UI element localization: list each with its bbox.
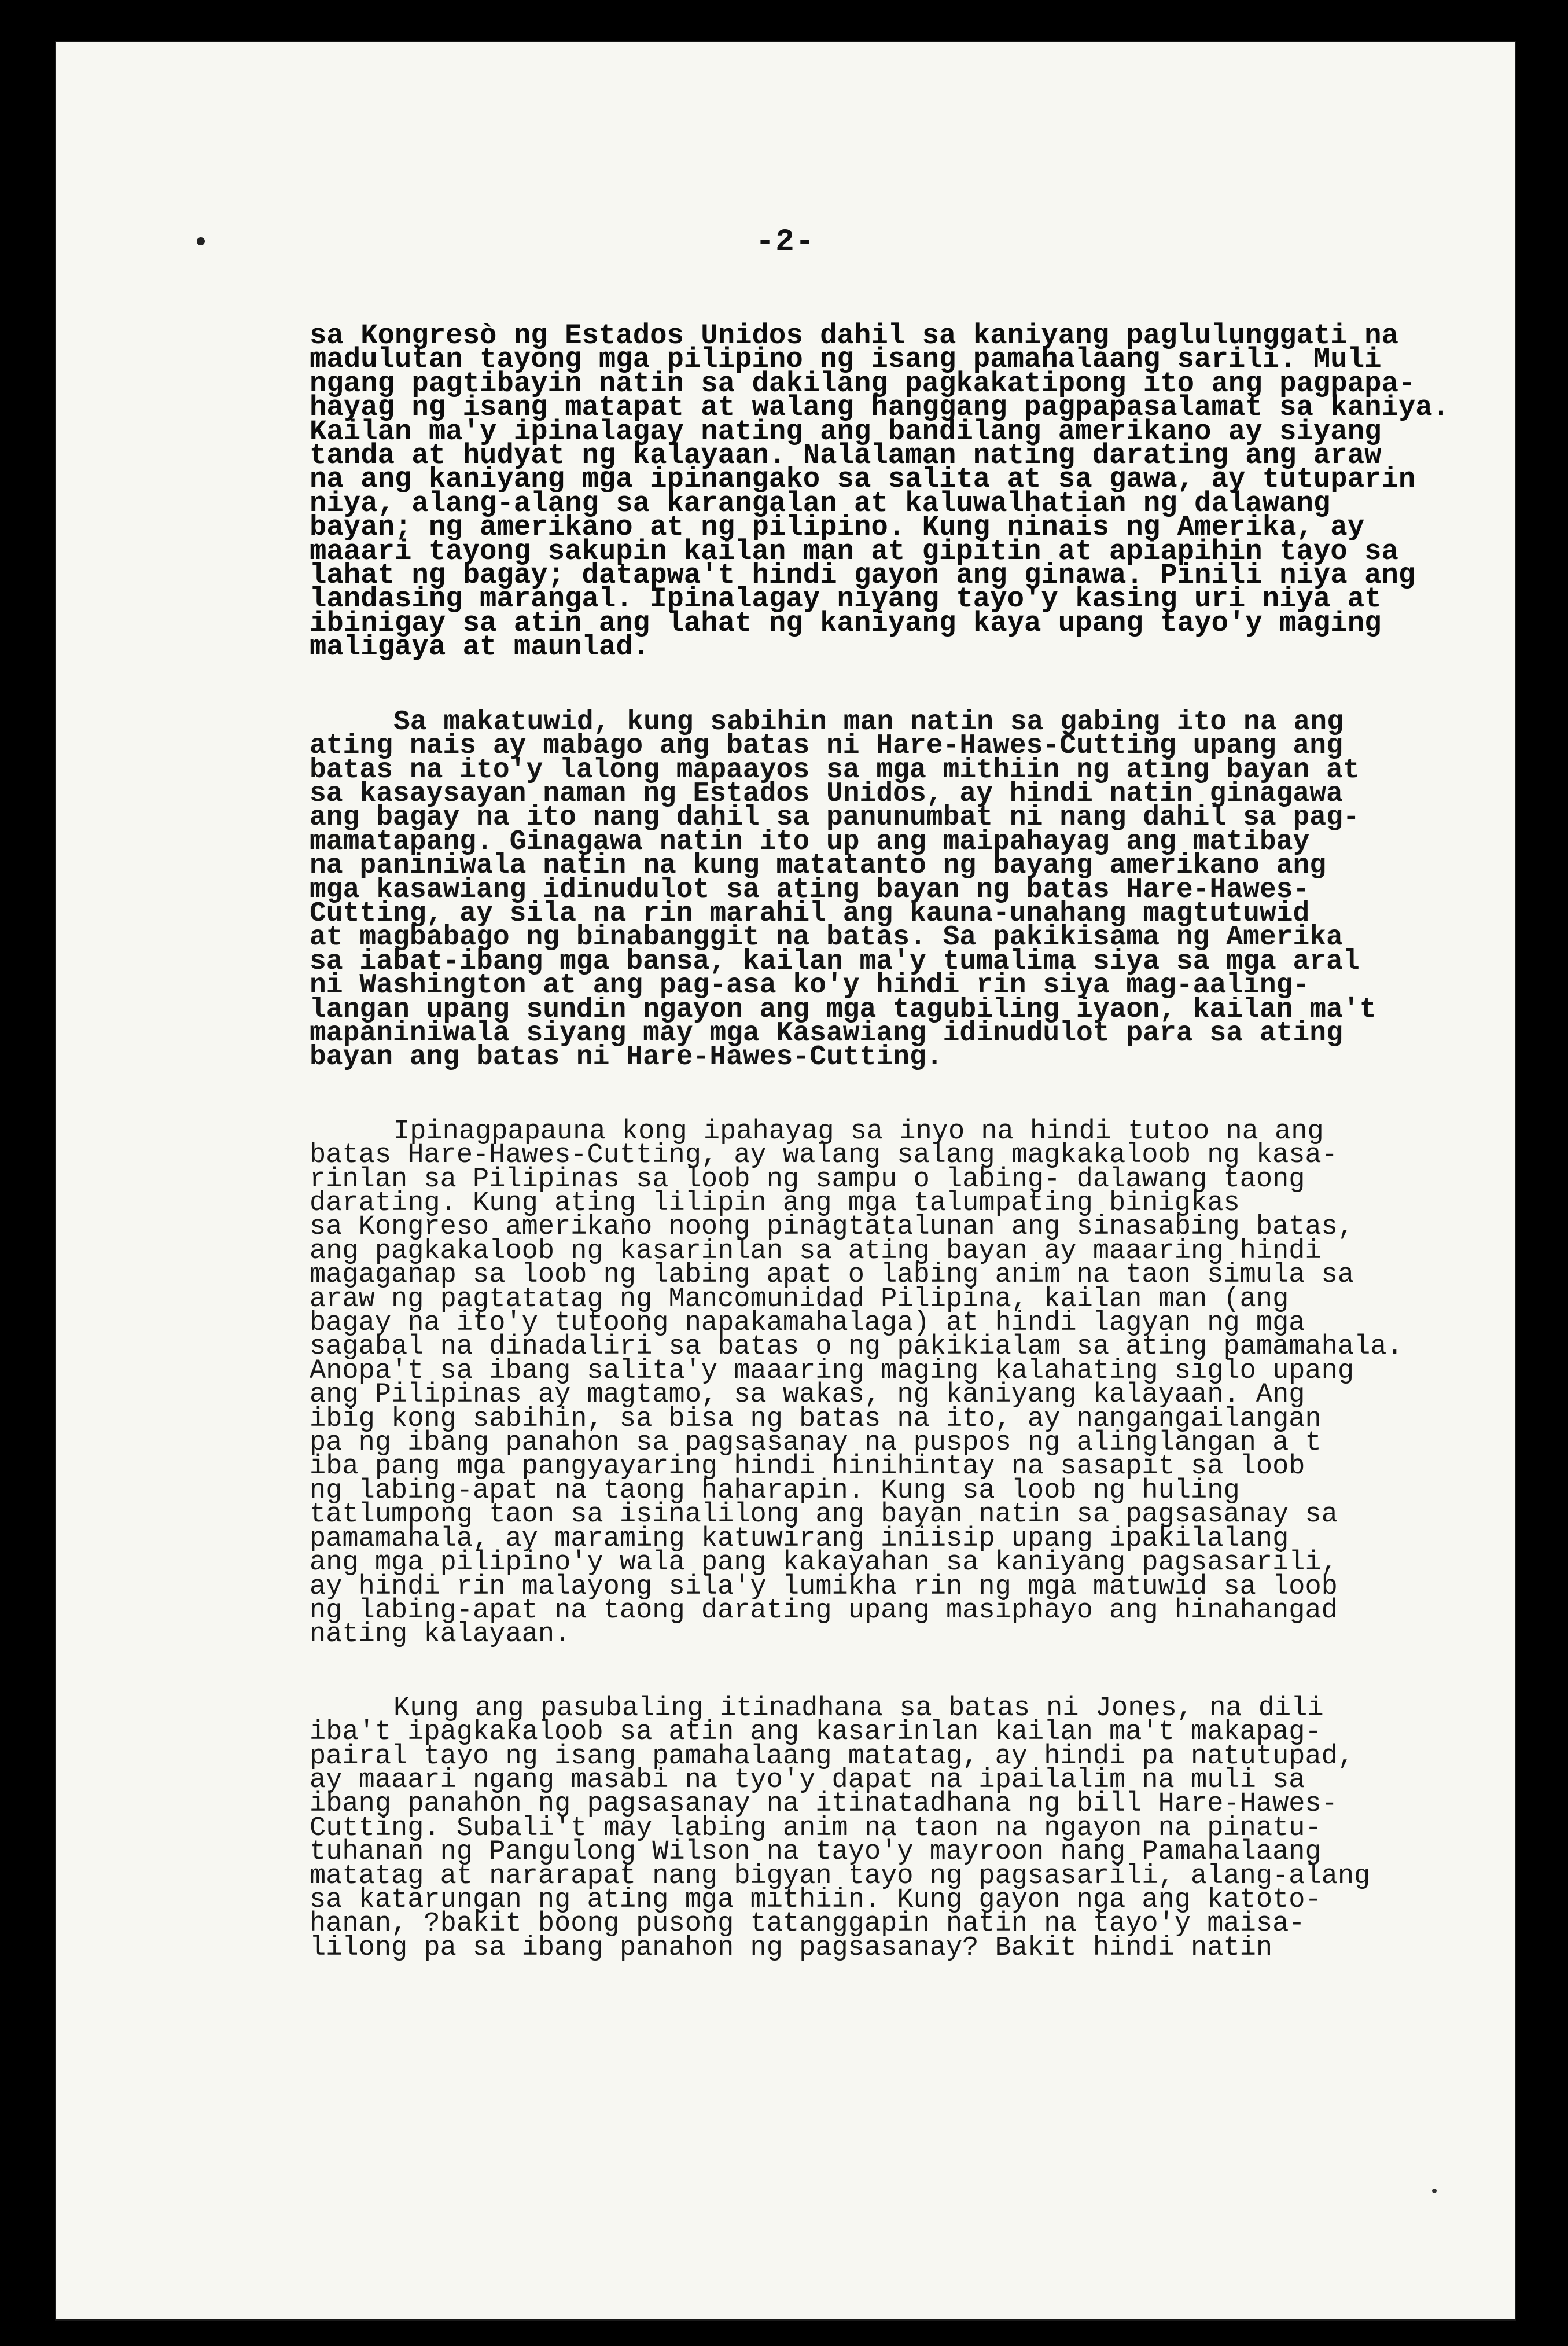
text-line: ni Washington at ang pag-asa ko'y hindi rin siya mag-aaling- <box>310 970 1310 1002</box>
text-line: bayan; ng amerikano at ng pilipino. Kung ninais ng Amerika, ay <box>310 511 1365 544</box>
text-line: Kailan ma'y ipinalagay nating ang bandilang amerikano ay siyang <box>310 415 1382 448</box>
text-line: iba't ipagkakaloob sa atin ang kasarinlan kailan ma't makapag- <box>310 1717 1322 1748</box>
typewritten-page <box>55 41 1516 2321</box>
text-line: mamatapang. Ginagawa natin ito up ang maipahayag ang matibay <box>310 826 1310 858</box>
text-line: ang pagkakaloob ng kasarinlan sa ating bayan ay maaaring hindi <box>310 1235 1322 1267</box>
text-line: landasing marangal. Ipinalagay niyang tayo'y kasing uri niya at <box>310 583 1382 616</box>
paragraph-2 <box>310 706 1536 1073</box>
document-body <box>310 319 1536 1963</box>
text-line: lilong pa sa ibang panahon ng pagsasanay? Bakit hindi natin <box>310 1932 1273 1963</box>
text-line: at magbabago ng binabanggit na batas. Sa pakikisama ng Amerika <box>310 922 1343 954</box>
text-line: sa katarungan ng ating mga mithiin. Kung gayon nga ang katoto- <box>310 1884 1322 1915</box>
text-line: sa iabat-ibang mga bansa, kailan ma'y tumalima siya sa mga aral <box>310 946 1360 977</box>
text-line: maaari tayong sakupin kailan man at gipitin at apiapihin tayo sa <box>310 535 1398 568</box>
text-line: ibang panahon ng pagsasanay na itinatadhana ng bill Hare-Hawes- <box>310 1789 1338 1820</box>
text-line: nating kalayaan. <box>310 1619 571 1650</box>
text-line: ating nais ay mabago ang batas ni Hare-Hawes-Cutting upang ang <box>310 730 1343 762</box>
text-line: hanan, ?bakit boong pusong tatanggapin natin na tayo'y maisa- <box>310 1909 1305 1940</box>
text-line: sagabal na dinadaliri sa batas o ng pakikialam sa ating pamamahala. <box>310 1332 1403 1363</box>
text-line: Cutting. Subali't may labing anim na taon na ngayon na pinatu- <box>310 1812 1322 1844</box>
paragraph-3 <box>310 1116 1536 1650</box>
text-line: magaganap sa loob ng labing apat o labing anim na taon simula sa <box>310 1260 1354 1291</box>
text-line: araw ng pagtatatag ng Mancomunidad Pilipina, kailan man (ang <box>310 1284 1289 1315</box>
text-line: sa Kongresò ng Estados Unidos dahil sa kaniyang paglulunggati na <box>310 319 1398 352</box>
text-line: Anopa't sa ibang salita'y maaaring maging kalahating siglo upang <box>310 1355 1354 1387</box>
text-line: niya, alang-alang sa karangalan at kaluwalhatian ng dalawang <box>310 487 1331 520</box>
text-line: bayan ang batas ni Hare-Hawes-Cutting. <box>310 1042 943 1073</box>
text-line: iba pang mga pangyayaring hindi hinihintay na sasapit sa loob <box>310 1451 1305 1483</box>
text-line: ang Pilipinas ay magtamo, sa wakas, ng kaniyang kalayaan. Ang <box>310 1380 1305 1411</box>
text-line: Sa makatuwid, kung sabihin man natin sa gabing ito na ang <box>393 706 1344 738</box>
text-line: sa kasaysayan naman ng Estados Unidos, ay hindi natin ginagawa <box>310 778 1343 810</box>
margin-dot <box>1432 2189 1437 2193</box>
text-line: langan upang sundin ngayon ang mga tagubiling iyaon, kailan ma't <box>310 994 1376 1025</box>
text-line: rinlan sa Pilipinas sa loob ng sampu o labing- dalawang taong <box>310 1164 1305 1195</box>
text-line: ng labing-apat na taong darating upang masiphayo ang hinahangad <box>310 1595 1338 1626</box>
page-number: -2- <box>755 225 816 260</box>
text-line: ay hindi rin malayong sila'y lumikha rin ng mga matuwid sa loob <box>310 1571 1338 1602</box>
text-line: pamamahala, ay maraming katuwirang iniisip upang ipakilalang <box>310 1523 1289 1554</box>
text-line: tuhanan ng Pangulong Wilson na tayo'y mayroon nang Pamahalaang <box>310 1837 1322 1868</box>
text-line: ay maaari ngang masabi na tyo'y dapat na ipailalim na muli sa <box>310 1764 1305 1796</box>
text-line: na ang kaniyang mga ipinangako sa salita at sa gawa, ay tutuparin <box>310 463 1416 496</box>
text-line: bagay na ito'y tutoong napakamahalaga) at hindi lagyan ng mga <box>310 1308 1305 1339</box>
text-line: batas na ito'y lalong mapaayos sa mga mithiin ng ating bayan at <box>310 754 1360 786</box>
text-line: Cutting, ay sila na rin marahil ang kauna-unahang magtutuwid <box>310 898 1310 929</box>
text-line: pa ng ibang panahon sa pagsasanay na puspos ng alinglangan a t <box>310 1428 1322 1459</box>
paragraph-4 <box>310 1693 1536 1963</box>
text-line: Ipinagpapauna kong ipahayag sa inyo na hindi tutoo na ang <box>393 1116 1324 1147</box>
text-line: ang mga pilipino'y wala pang kakayahan sa kaniyang pagsasarili, <box>310 1547 1338 1579</box>
text-line: ang bagay na ito nang dahil sa panunumbat ni nang dahil sa pag- <box>310 802 1360 834</box>
text-line: tanda at hudyat ng kalayaan. Nalalaman nating darating ang araw <box>310 439 1382 472</box>
paragraph-1 <box>310 319 1536 664</box>
text-line: darating. Kung ating lilipin ang mga talumpating binigkas <box>310 1188 1240 1219</box>
text-line: pairal tayo ng isang pamahalaang matatag, ay hindi pa natutupad, <box>310 1741 1354 1772</box>
text-line: madulutan tayong mga pilipino ng isang pamahalaang sarili. Muli <box>310 343 1382 376</box>
text-line: ng labing-apat na taong haharapin. Kung sa loob ng huling <box>310 1475 1240 1506</box>
text-line: hayag ng isang matapat at walang hanggang pagpapasalamat sa kaniya. <box>310 391 1450 424</box>
text-line: matatag at nararapat nang bigyan tayo ng pagsasarili, alang-alang <box>310 1860 1371 1892</box>
text-line: ibig kong sabihin, sa bisa ng batas na ito, ay nangangailangan <box>310 1403 1322 1435</box>
text-line: maligaya at maunlad. <box>310 631 650 664</box>
text-line: na paniniwala natin na kung matatanto ng bayang amerikano ang <box>310 850 1327 882</box>
text-line: ibinigay sa atin ang lahat ng kaniyang kaya upang tayo'y maging <box>310 606 1382 639</box>
text-line: ngang pagtibayin natin sa dakilang pagkakatipong ito ang pagpapa- <box>310 367 1416 400</box>
text-line: sa Kongreso amerikano noong pinagtatalunan ang sinasabing batas, <box>310 1212 1354 1243</box>
text-line: mapaniniwala siyang may mga Kasawiang idinudulot para sa ating <box>310 1017 1343 1049</box>
text-line: batas Hare-Hawes-Cutting, ay walang salang magkakaloob ng kasa- <box>310 1140 1338 1171</box>
text-line: Kung ang pasubaling itinadhana sa batas ni Jones, na dili <box>393 1693 1324 1724</box>
text-line: mga kasawiang idinudulot sa ating bayan ng batas Hare-Hawes- <box>310 874 1310 906</box>
text-line: lahat ng bagay; datapwa't hindi gayon ang ginawa. Pinili niya ang <box>310 559 1416 592</box>
text-line: tatlumpong taon sa isinalilong ang bayan natin sa pagsasanay sa <box>310 1499 1338 1531</box>
